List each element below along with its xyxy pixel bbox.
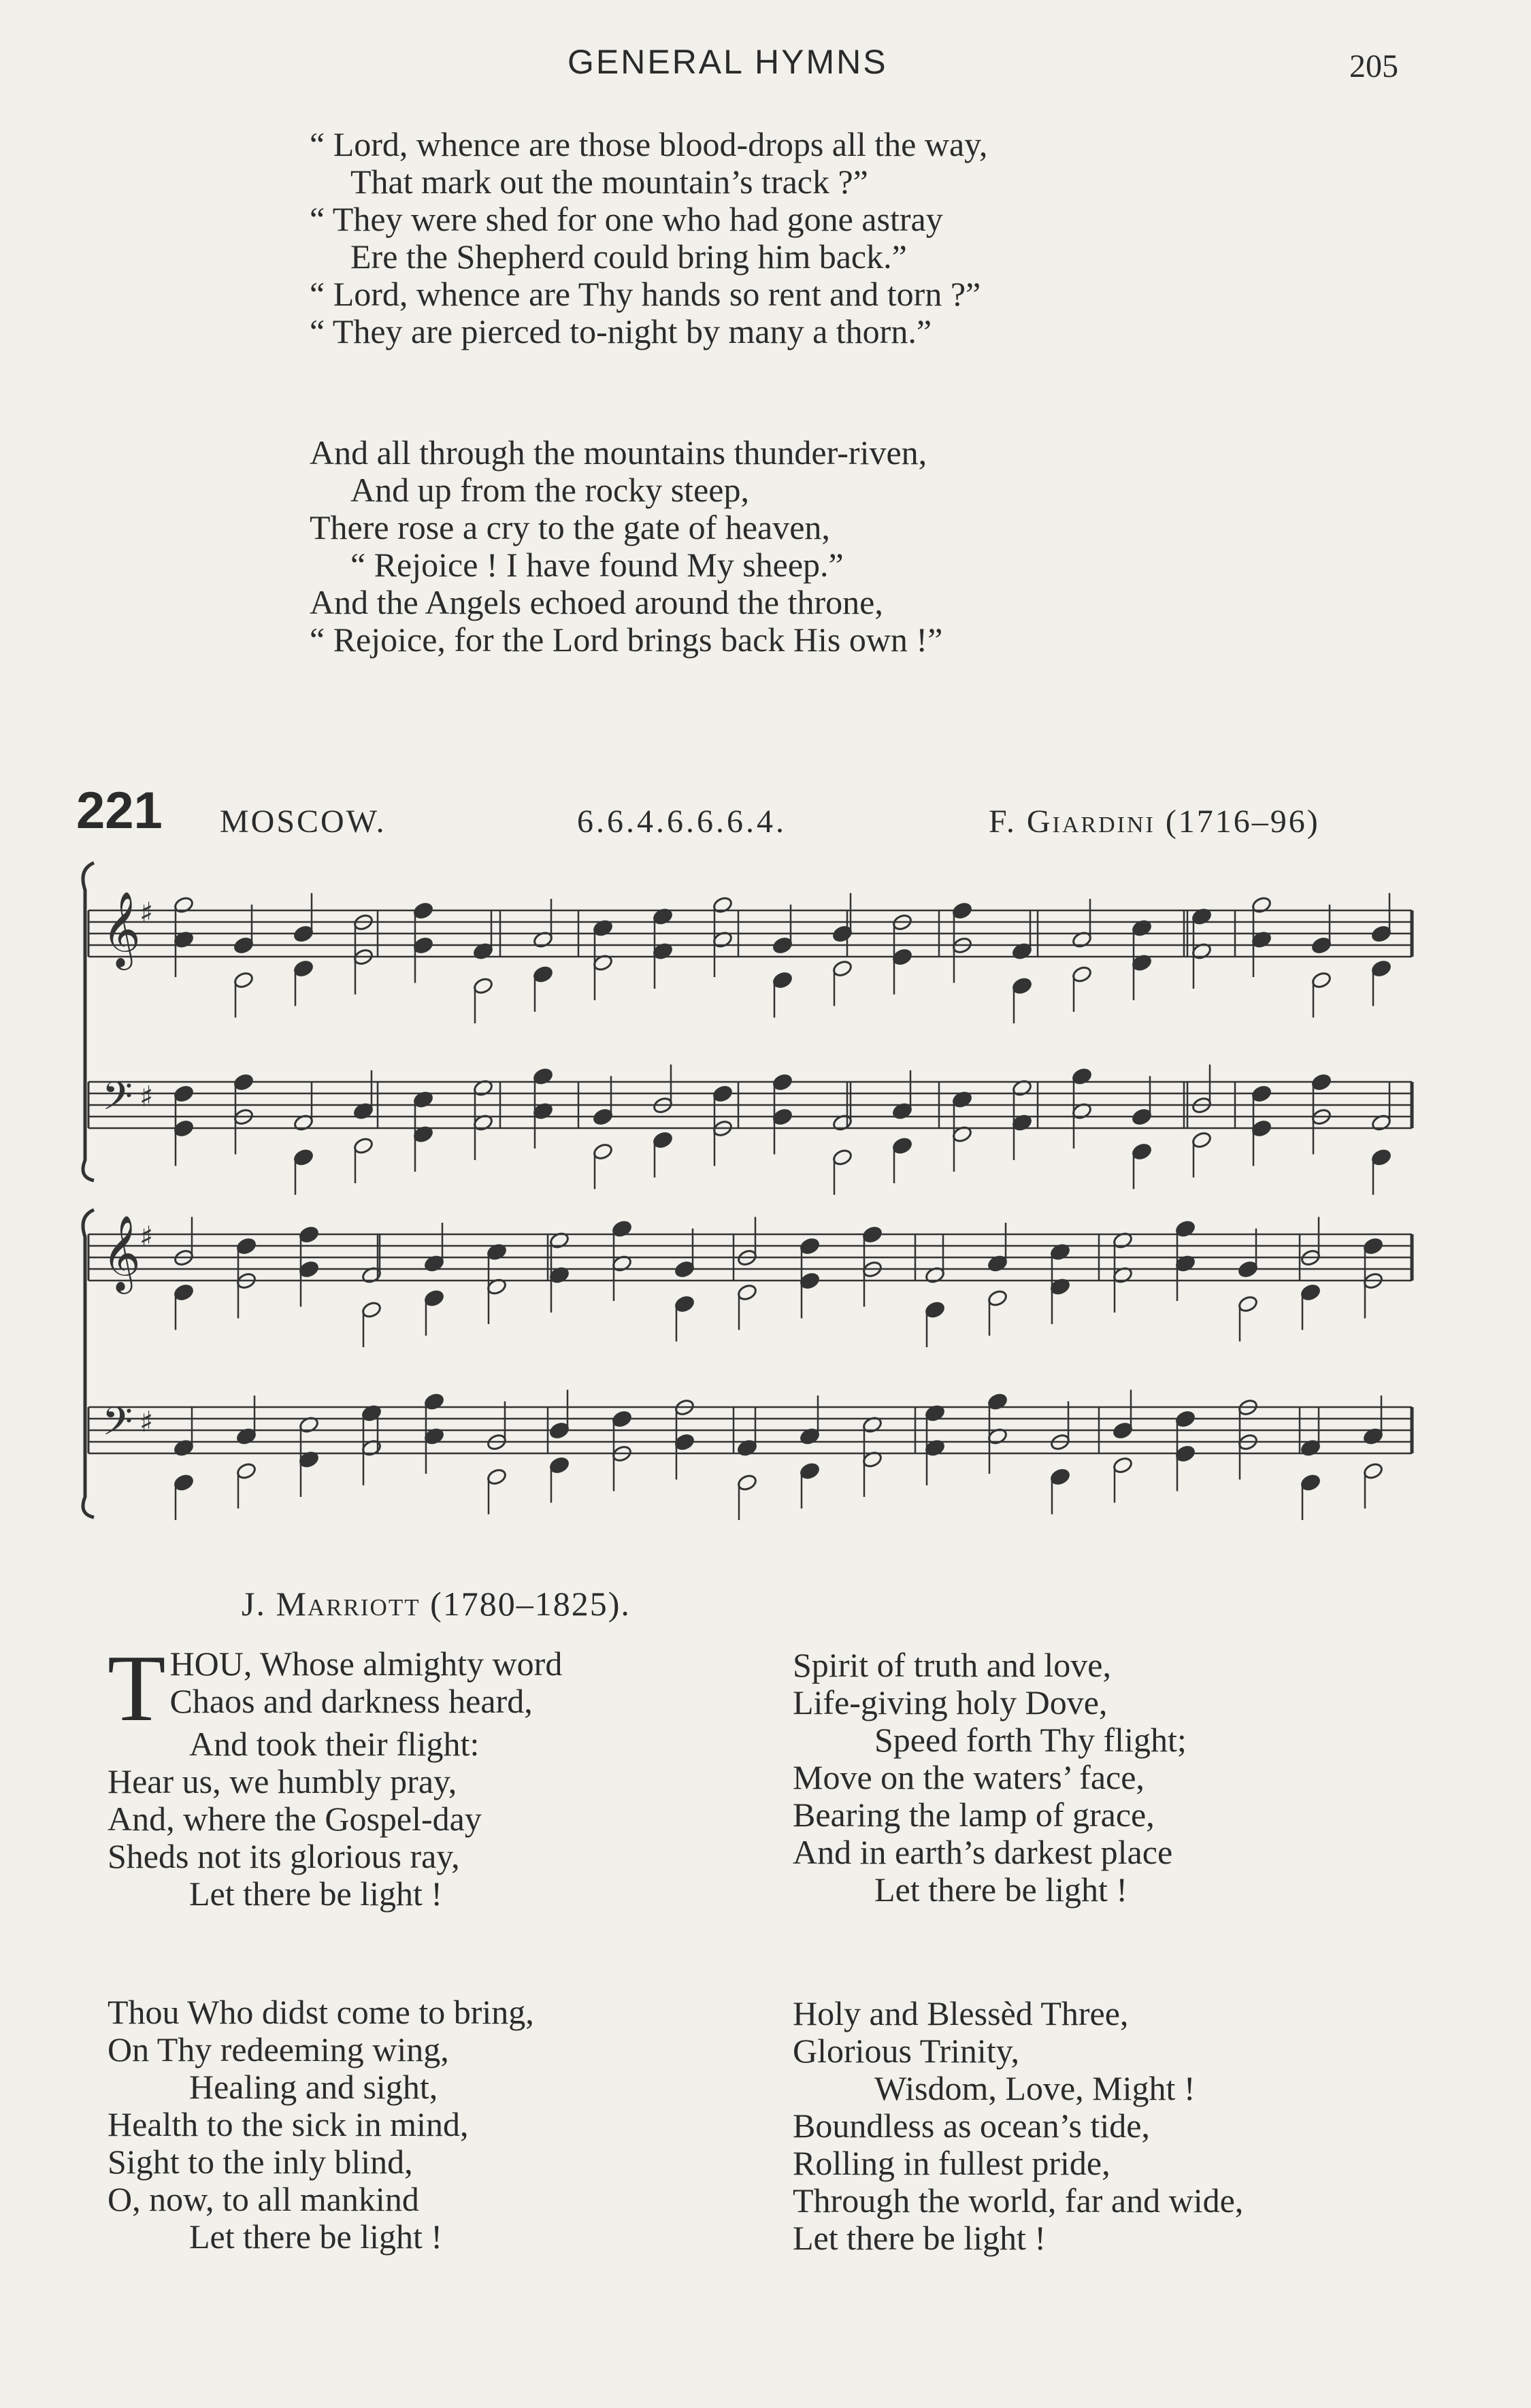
running-title: GENERAL HYMNS bbox=[567, 43, 888, 81]
verse-line: “ Lord, whence are Thy hands so rent and torn ?” bbox=[310, 275, 981, 313]
hymn-author: J. Marriott (1780–1825). bbox=[242, 1585, 631, 1623]
verse-line: That mark out the mountain’s track ?” bbox=[350, 163, 868, 201]
hymn-number: 221 bbox=[76, 782, 163, 840]
verse-line: Through the world, far and wide, bbox=[793, 2181, 1244, 2220]
verse-line: Bearing the lamp of grace, bbox=[793, 1796, 1155, 1834]
page-number: 205 bbox=[1349, 48, 1398, 84]
verse-line: “ Rejoice, for the Lord brings back His own !” bbox=[310, 621, 943, 659]
verse-line: Thou Who didst come to bring, bbox=[108, 1993, 534, 2031]
bass-clef: 𝄢 bbox=[102, 1073, 133, 1129]
verse-4 bbox=[793, 1995, 1243, 2257]
verse-line: Glorious Trinity, bbox=[793, 2032, 1019, 2070]
drop-cap: T bbox=[108, 1636, 166, 1741]
bass-clef: 𝄢 bbox=[102, 1398, 133, 1454]
verse-line: There rose a cry to the gate of heaven, bbox=[310, 508, 830, 546]
verse-2 bbox=[108, 1994, 534, 2256]
treble-clef: 𝄞 bbox=[102, 1215, 141, 1291]
key-signature-sharp: ♯ bbox=[139, 1080, 154, 1113]
verse-line: Healing and sight, bbox=[189, 2068, 438, 2106]
composer: F. Giardini (1716–96) bbox=[989, 804, 1320, 840]
key-signature-sharp: ♯ bbox=[139, 1405, 154, 1438]
verse-line: Chaos and darkness heard, bbox=[169, 1682, 533, 1720]
meter: 6.6.4.6.6.6.4. bbox=[577, 804, 787, 840]
verse-line: And, where the Gospel-day bbox=[108, 1800, 482, 1838]
verse-line: On Thy redeeming wing, bbox=[108, 2030, 449, 2068]
verse-line: Wisdom, Love, Might ! bbox=[874, 2069, 1196, 2107]
verse-line: HOU, Whose almighty word bbox=[169, 1645, 563, 1683]
tune-name: MOSCOW. bbox=[220, 804, 386, 840]
verse-line: Let there be light ! bbox=[874, 1870, 1128, 1909]
verse-line: Holy and Blessèd Three, bbox=[793, 1994, 1129, 2032]
verse-line: Life-giving holy Dove, bbox=[793, 1683, 1108, 1721]
verse-line: O, now, to all mankind bbox=[108, 2180, 419, 2218]
verse-line: And in earth’s darkest place bbox=[793, 1833, 1173, 1871]
verse-line: Speed forth Thy flight; bbox=[874, 1721, 1187, 1759]
verse-line: And up from the rocky steep, bbox=[350, 471, 749, 509]
verse-line: And all through the mountains thunder-riven, bbox=[310, 433, 927, 472]
verse-line: “ Lord, whence are those blood-drops all the way, bbox=[310, 125, 988, 163]
verse-3 bbox=[793, 1647, 1187, 1909]
treble-clef: 𝄞 bbox=[102, 891, 141, 967]
verse-line: Sheds not its glorious ray, bbox=[108, 1837, 460, 1875]
verse-line: And the Angels echoed around the throne, bbox=[310, 583, 883, 621]
key-signature-sharp: ♯ bbox=[139, 896, 154, 929]
verse-line: And took their flight: bbox=[189, 1725, 480, 1763]
verse-1 bbox=[108, 1636, 563, 1913]
verse-line: Let there be light ! bbox=[793, 2219, 1047, 2257]
verse-line: Sight to the inly blind, bbox=[108, 2143, 413, 2181]
verse-line: Health to the sick in mind, bbox=[108, 2105, 469, 2143]
verse-line: Spirit of truth and love, bbox=[793, 1646, 1111, 1684]
verse-line: “ Rejoice ! I have found My sheep.” bbox=[350, 546, 844, 584]
verse-line: Rolling in fullest pride, bbox=[793, 2144, 1110, 2182]
verse-line: “ They are pierced to-night by many a thorn.” bbox=[310, 312, 932, 350]
verse-line: Ere the Shepherd could bring him back.” bbox=[350, 237, 907, 276]
verse-line: Let there be light ! bbox=[189, 1875, 443, 1913]
verse-line: Let there be light ! bbox=[189, 2217, 443, 2256]
key-signature-sharp: ♯ bbox=[139, 1220, 154, 1253]
verse-line: Boundless as ocean’s tide, bbox=[793, 2107, 1150, 2145]
verse-line: Move on the waters’ face, bbox=[793, 1758, 1145, 1796]
verse-line: Hear us, we humbly pray, bbox=[108, 1762, 457, 1800]
verse-line: “ They were shed for one who had gone astray bbox=[310, 200, 943, 238]
